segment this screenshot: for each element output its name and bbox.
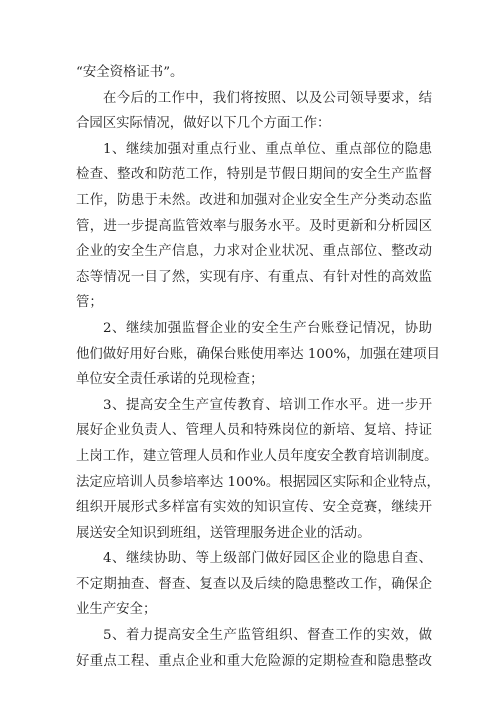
paragraph-line: 不定期抽查、督查、复查以及后续的隐患整改工作，确保企 — [76, 576, 432, 592]
paragraph-line: 展好企业负责人、管理人员和特殊岗位的新培、复培、持证 — [76, 423, 432, 439]
paragraph-line: 企业的安全生产信息，力求对企业状况、重点部位、整改动 — [76, 244, 432, 260]
paragraph-line: 工作，防患于未然。改进和加强对企业安全生产分类动态监 — [76, 192, 432, 208]
paragraph-line: 检查、整改和防范工作，特别是节假日期间的安全生产监督 — [76, 167, 432, 183]
document-body — [76, 60, 440, 674]
paragraph-first-line: 3、提高安全生产宣传教育、培训工作水平。进一步开 — [103, 397, 432, 413]
paragraph-line: 展送安全知识到班组，送管理服务进企业的活动。 — [76, 525, 371, 541]
paragraph-line: 管； — [76, 295, 103, 311]
paragraph-line: “安全资格证书”。 — [76, 65, 184, 80]
paragraph-line: 业生产安全； — [76, 602, 157, 618]
paragraph-line: 好重点工程、重点企业和重大危险源的定期检查和隐患整改 — [76, 653, 432, 669]
paragraph-line: 管，进一步提高监管效率与服务水平。及时更新和分析园区 — [76, 218, 432, 234]
paragraph-first-line: 5、着力提高安全生产监管组织、督查工作的实效，做 — [103, 628, 432, 644]
paragraph-line: 他们做好用好台账，确保台账使用率达 100%，加强在建项目 — [76, 346, 440, 362]
paragraph-line: 合园区实际情况，做好以下几个方面工作： — [76, 116, 331, 132]
paragraph-line: 态等情况一目了然，实现有序、有重点、有针对性的高效监 — [76, 269, 432, 285]
paragraph-first-line: 2、继续加强监督企业的安全生产台账登记情况，协助 — [103, 320, 432, 336]
paragraph-first-line: 在今后的工作中，我们将按照、以及公司领导要求，结 — [103, 90, 432, 106]
paragraph-first-line: 1、继续加强对重点行业、重点单位、重点部位的隐患 — [103, 141, 432, 157]
paragraph-line: 法定应培训人员参培率达 100%。根据园区实际和企业特点， — [76, 474, 440, 490]
paragraph-line: 组织开展形式多样富有实效的知识宣传、安全竞赛，继续开 — [76, 500, 432, 516]
paragraph-first-line: 4、继续协助、等上级部门做好园区企业的隐患自查、 — [103, 551, 432, 567]
paragraph-line: 单位安全责任承诺的兑现检查； — [76, 372, 264, 388]
paragraph-line: 上岗工作，建立管理人员和作业人员年度安全教育培训制度。 — [76, 448, 438, 464]
